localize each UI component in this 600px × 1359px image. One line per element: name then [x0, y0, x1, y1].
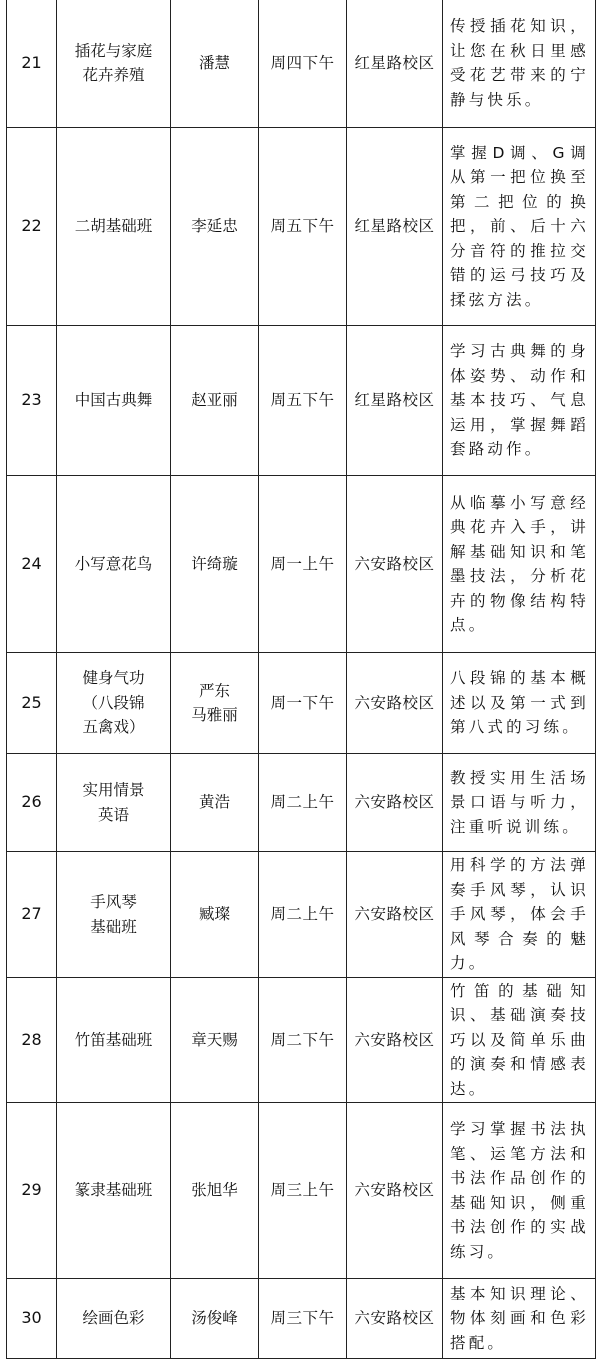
course-campus: 六安路校区 — [347, 653, 443, 754]
course-teacher: 汤俊峰 — [171, 1279, 259, 1359]
course-description: 竹笛的基础知识、基础演奏技巧以及简单乐曲的演奏和情感表达。 — [443, 978, 596, 1103]
course-teacher: 黄浩 — [171, 754, 259, 852]
table-row — [7, 326, 596, 476]
course-description: 八段锦的基本概述以及第一式到第八式的习练。 — [443, 653, 596, 754]
course-teacher: 章天赐 — [171, 978, 259, 1103]
course-name: 插花与家庭 花卉养殖 — [57, 0, 171, 128]
course-time: 周四下午 — [259, 0, 347, 128]
course-campus: 六安路校区 — [347, 754, 443, 852]
course-description: 基本知识理论、物体刻画和色彩搭配。 — [443, 1279, 596, 1359]
course-teacher: 臧璨 — [171, 852, 259, 978]
course-name: 中国古典舞 — [57, 326, 171, 476]
course-time: 周五下午 — [259, 128, 347, 326]
course-teacher: 潘慧 — [171, 0, 259, 128]
course-teacher: 严东 马雅丽 — [171, 653, 259, 754]
course-teacher: 赵亚丽 — [171, 326, 259, 476]
course-name: 竹笛基础班 — [57, 978, 171, 1103]
course-campus: 六安路校区 — [347, 852, 443, 978]
table-row — [7, 754, 596, 852]
course-teacher: 张旭华 — [171, 1103, 259, 1279]
course-number: 23 — [7, 326, 57, 476]
table-row — [7, 1103, 596, 1279]
course-time: 周一下午 — [259, 653, 347, 754]
course-number: 28 — [7, 978, 57, 1103]
course-description: 用科学的方法弹奏手风琴，认识手风琴，体会手风琴合奏的魅力。 — [443, 852, 596, 978]
course-time: 周二上午 — [259, 754, 347, 852]
course-campus: 红星路校区 — [347, 128, 443, 326]
course-campus: 六安路校区 — [347, 978, 443, 1103]
table-row — [7, 653, 596, 754]
course-name: 手风琴 基础班 — [57, 852, 171, 978]
course-name: 小写意花鸟 — [57, 476, 171, 653]
course-time: 周二下午 — [259, 978, 347, 1103]
course-table — [6, 0, 596, 1359]
course-number: 22 — [7, 128, 57, 326]
course-description: 掌握D调、G调从第一把位换至第二把位的换把，前、后十六分音符的推拉交错的运弓技巧及揉弦方法。 — [443, 128, 596, 326]
course-campus: 六安路校区 — [347, 1103, 443, 1279]
course-campus: 红星路校区 — [347, 0, 443, 128]
course-number: 29 — [7, 1103, 57, 1279]
course-campus: 六安路校区 — [347, 476, 443, 653]
course-description: 传授插花知识，让您在秋日里感受花艺带来的宁静与快乐。 — [443, 0, 596, 128]
table-row — [7, 0, 596, 128]
course-number: 30 — [7, 1279, 57, 1359]
course-description: 学习古典舞的身体姿势、动作和基本技巧、气息运用，掌握舞蹈套路动作。 — [443, 326, 596, 476]
course-teacher: 李延忠 — [171, 128, 259, 326]
course-number: 26 — [7, 754, 57, 852]
table-row — [7, 128, 596, 326]
course-description: 教授实用生活场景口语与听力，注重听说训练。 — [443, 754, 596, 852]
course-time: 周二上午 — [259, 852, 347, 978]
course-time: 周三下午 — [259, 1279, 347, 1359]
table-row — [7, 1279, 596, 1359]
course-description: 从临摹小写意经典花卉入手，讲解基础知识和笔墨技法，分析花卉的物像结构特点。 — [443, 476, 596, 653]
course-number: 27 — [7, 852, 57, 978]
course-number: 25 — [7, 653, 57, 754]
table-row — [7, 852, 596, 978]
course-time: 周一上午 — [259, 476, 347, 653]
table-row — [7, 476, 596, 653]
course-time: 周五下午 — [259, 326, 347, 476]
course-name: 篆隶基础班 — [57, 1103, 171, 1279]
course-campus: 六安路校区 — [347, 1279, 443, 1359]
course-description: 学习掌握书法执笔、运笔方法和书法作品创作的基础知识，侧重书法创作的实战练习。 — [443, 1103, 596, 1279]
course-name: 绘画色彩 — [57, 1279, 171, 1359]
course-name: 二胡基础班 — [57, 128, 171, 326]
course-number: 24 — [7, 476, 57, 653]
course-teacher: 许绮璇 — [171, 476, 259, 653]
course-name: 实用情景 英语 — [57, 754, 171, 852]
course-time: 周三上午 — [259, 1103, 347, 1279]
table-row — [7, 978, 596, 1103]
course-name: 健身气功 （八段锦 五禽戏） — [57, 653, 171, 754]
course-number: 21 — [7, 0, 57, 128]
course-campus: 红星路校区 — [347, 326, 443, 476]
